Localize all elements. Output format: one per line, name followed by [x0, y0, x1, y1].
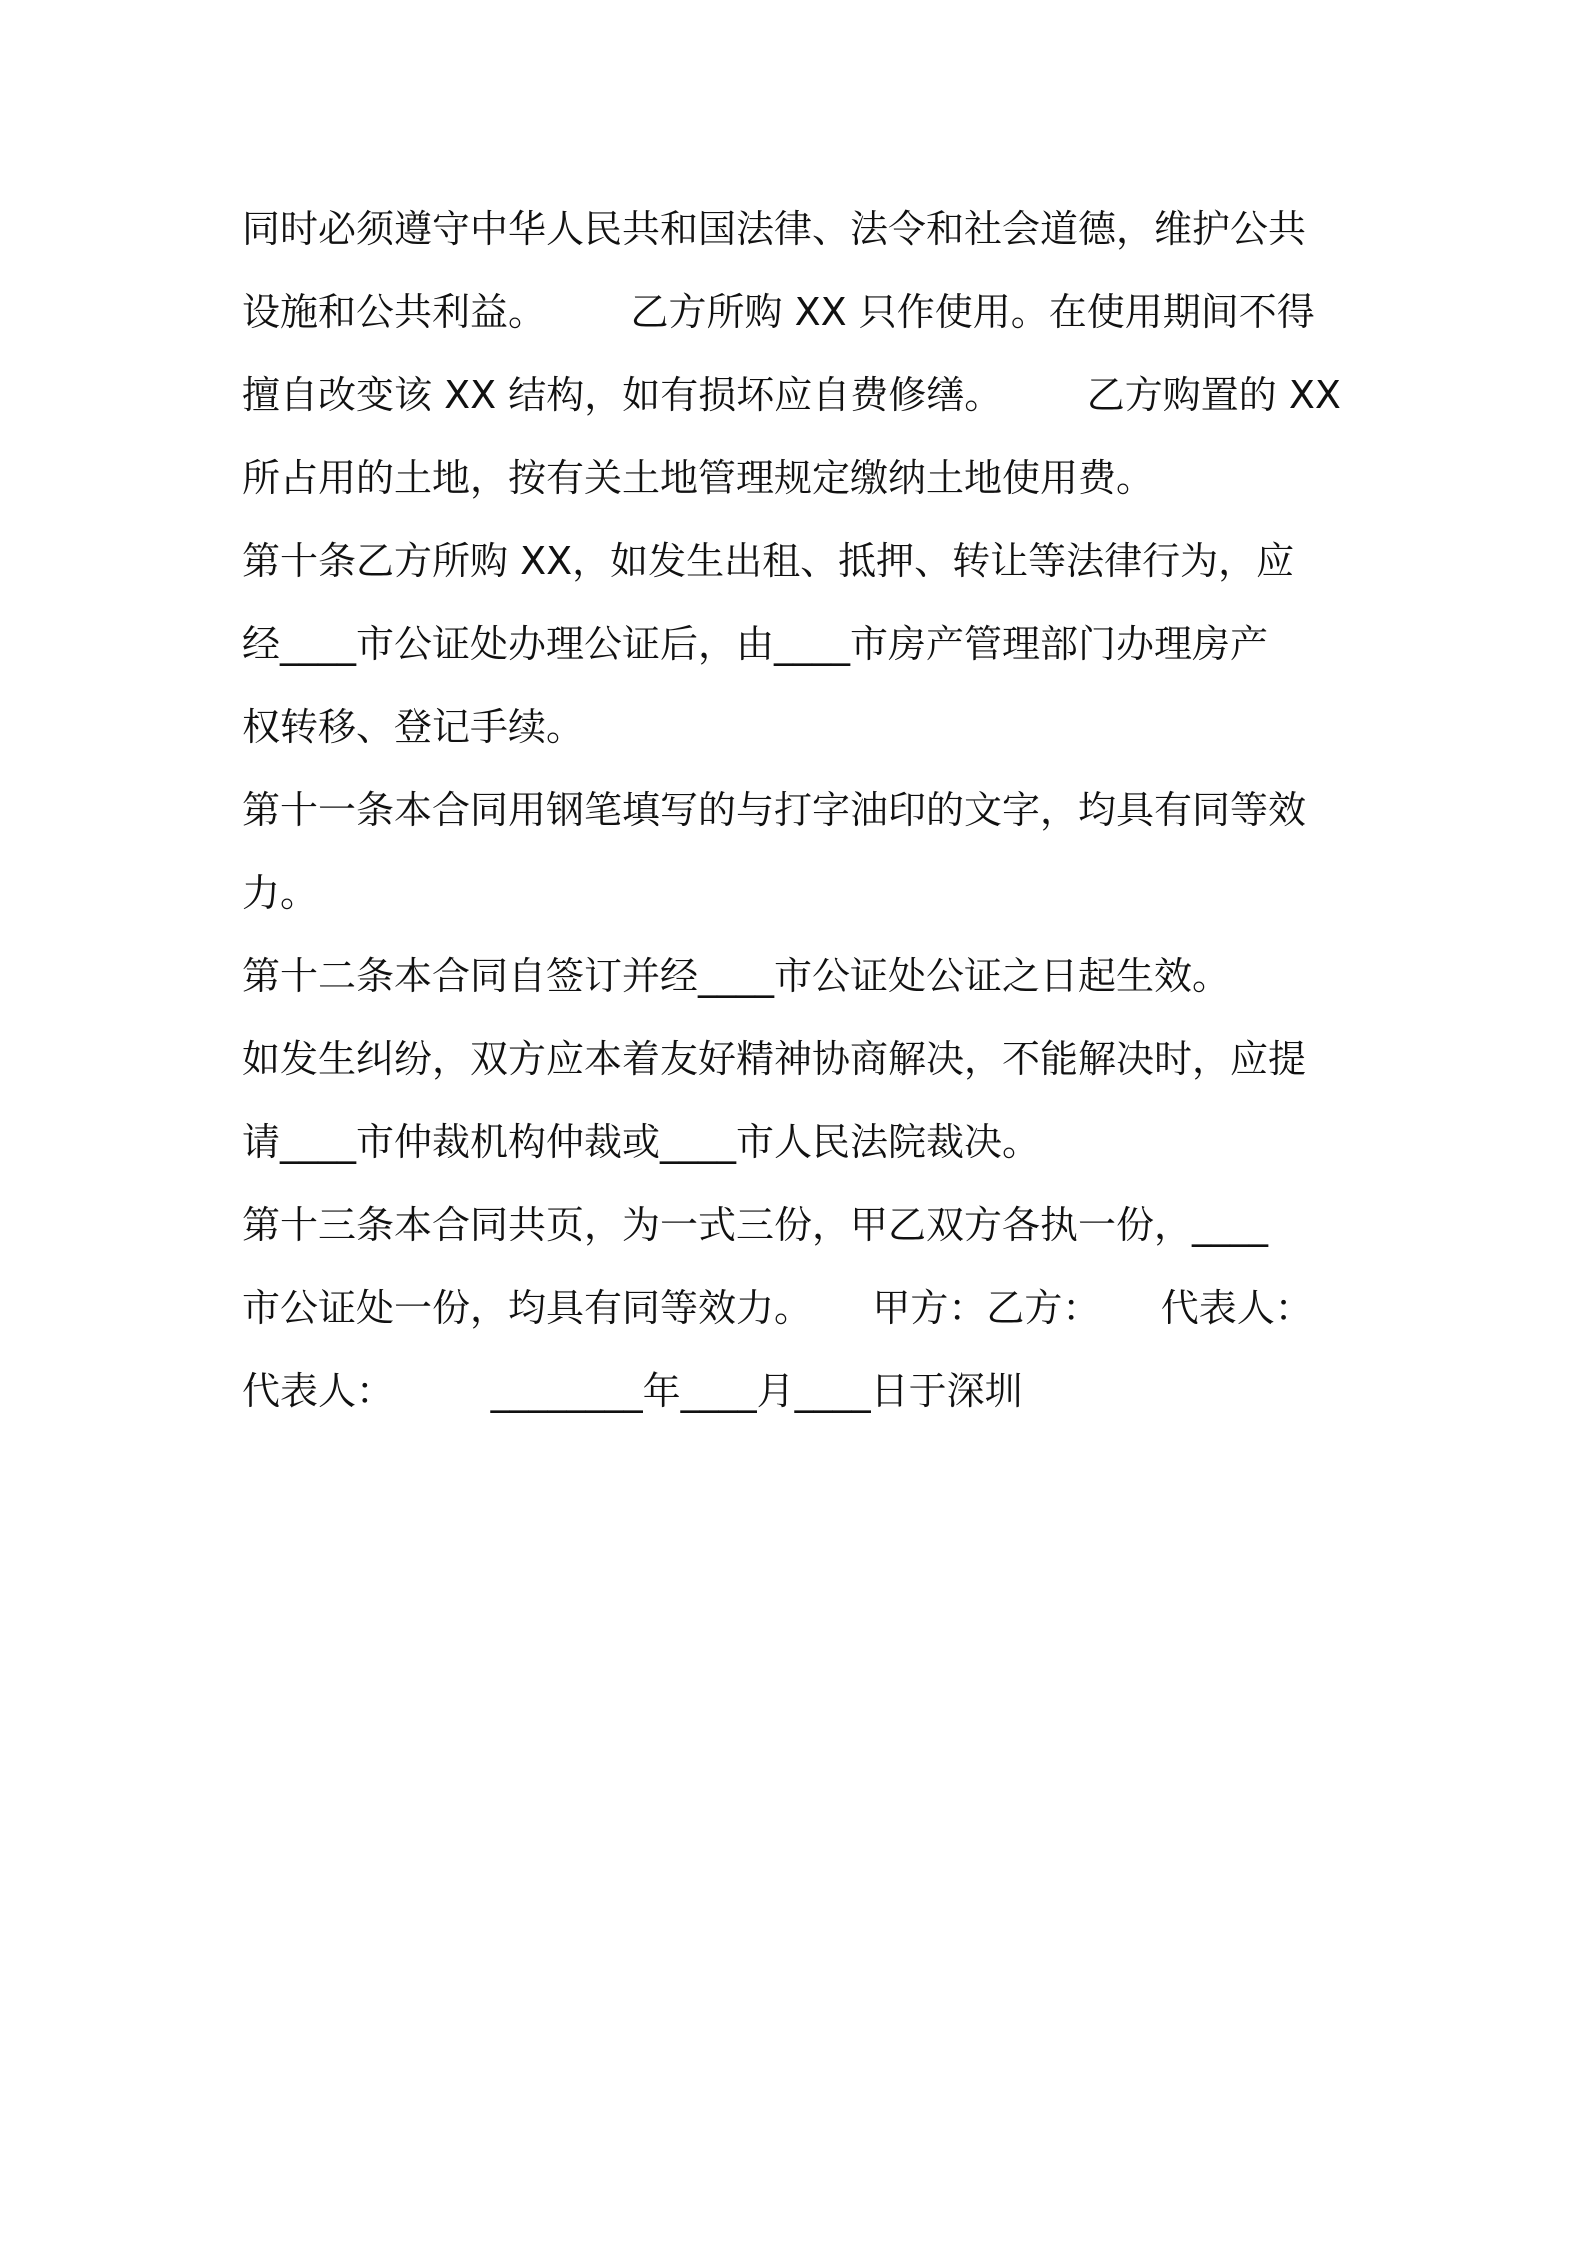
text-line: 如发生纠纷，双方应本着友好精神协商解决，不能解决时，应提	[242, 1037, 1307, 1081]
text-line: 同时必须遵守中华人民共和国法律、法令和社会道德，维护公共	[242, 207, 1307, 251]
article-11-line: 第十一条本合同用钢笔填写的与打字油印的文字，均具有同等效	[242, 788, 1307, 832]
contract-body	[242, 188, 1352, 1433]
text-line: 请____市仲裁机构仲裁或____市人民法院裁决。	[242, 1120, 1041, 1164]
text-line: 设施和公共利益。 乙方所购 XX 只作使用。在使用期间不得	[242, 290, 1315, 334]
text-line: 所占用的土地，按有关土地管理规定缴纳土地使用费。	[242, 456, 1155, 500]
signature-parties-line: 市公证处一份，均具有同等效力。 甲方：乙方： 代表人：	[242, 1286, 1313, 1330]
text-line: 权转移、登记手续。	[242, 705, 585, 749]
text-line: 经____市公证处办理公证后，由____市房产管理部门办理房产	[242, 622, 1269, 666]
signature-date-line: 代表人： ________年____月____日于深圳	[242, 1369, 1023, 1413]
text-line: 力。	[242, 871, 319, 915]
article-13-line: 第十三条本合同共页，为一式三份，甲乙双方各执一份，____	[242, 1203, 1269, 1247]
article-12-line: 第十二条本合同自签订并经____市公证处公证之日起生效。	[242, 954, 1231, 998]
article-10-line: 第十条乙方所购 XX，如发生出租、抵押、转让等法律行为，应	[242, 539, 1295, 583]
text-line: 擅自改变该 XX 结构，如有损坏应自费修缮。 乙方购置的 XX	[242, 373, 1341, 417]
